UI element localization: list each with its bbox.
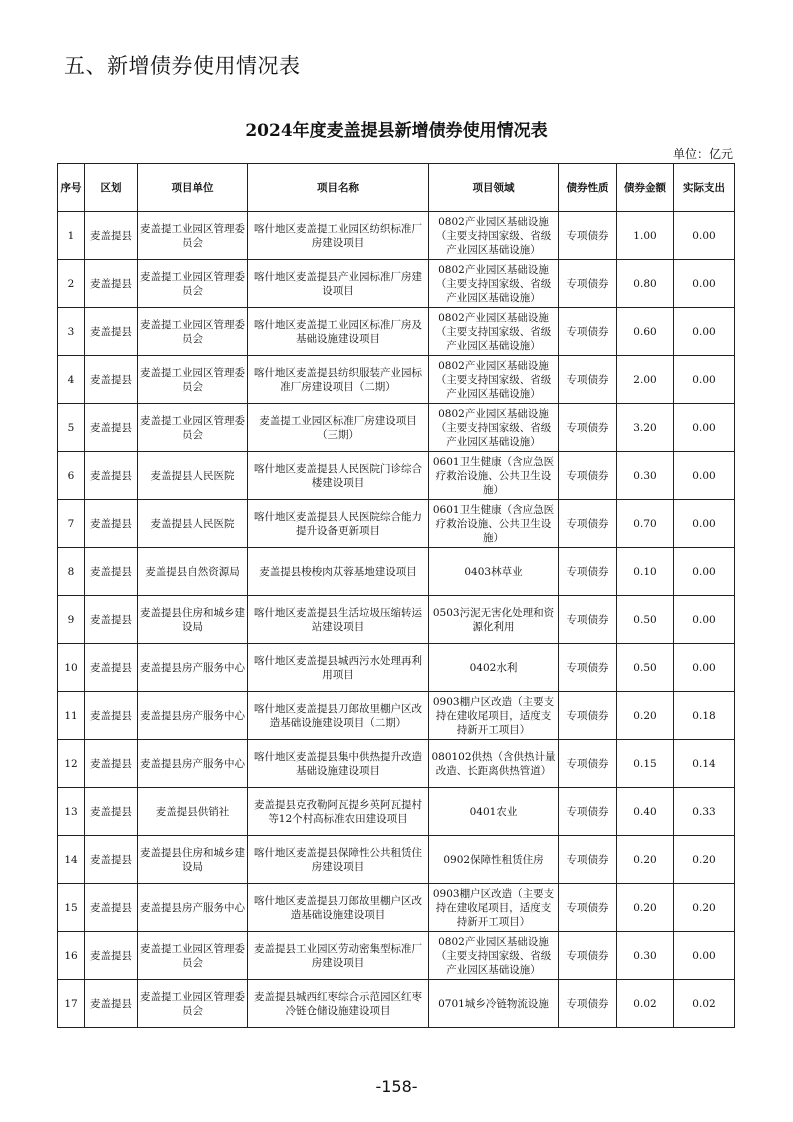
cell-amount: 0.20 (617, 884, 674, 932)
page-number: -158- (375, 1077, 418, 1096)
cell-field: 0601卫生健康（含应急医疗救治设施、公共卫生设施） (429, 452, 559, 500)
table-row (58, 500, 735, 548)
cell-bond-type: 专项债券 (559, 404, 617, 452)
cell-region: 麦盖提县 (85, 500, 138, 548)
cell-region: 麦盖提县 (85, 980, 138, 1028)
cell-field: 0802产业园区基础设施（主要支持国家级、省级产业园区基础设施） (429, 260, 559, 308)
cell-amount: 0.10 (617, 548, 674, 596)
cell-field: 0402水利 (429, 644, 559, 692)
cell-region: 麦盖提县 (85, 356, 138, 404)
cell-index: 6 (58, 452, 85, 500)
cell-unit: 麦盖提工业园区管理委员会 (138, 356, 248, 404)
cell-project-name: 喀什地区麦盖提县产业园标准厂房建设项目 (248, 260, 429, 308)
col-header-bond-type: 债券性质 (559, 164, 617, 212)
cell-actual-spend: 0.20 (674, 884, 735, 932)
cell-project-name: 喀什地区麦盖提县刀郎故里棚户区改造基础设施建设项目（二期） (248, 692, 429, 740)
cell-project-name: 喀什地区麦盖提县人民医院门诊综合楼建设项目 (248, 452, 429, 500)
cell-bond-type: 专项债券 (559, 740, 617, 788)
cell-region: 麦盖提县 (85, 884, 138, 932)
cell-field: 0701城乡冷链物流设施 (429, 980, 559, 1028)
cell-field: 0601卫生健康（含应急医疗救治设施、公共卫生设施） (429, 500, 559, 548)
cell-index: 13 (58, 788, 85, 836)
cell-actual-spend: 0.00 (674, 212, 735, 260)
cell-actual-spend: 0.00 (674, 932, 735, 980)
cell-index: 3 (58, 308, 85, 356)
cell-actual-spend: 0.00 (674, 260, 735, 308)
cell-unit: 麦盖提工业园区管理委员会 (138, 980, 248, 1028)
cell-actual-spend: 0.20 (674, 836, 735, 884)
cell-amount: 1.00 (617, 212, 674, 260)
cell-unit: 麦盖提县住房和城乡建设局 (138, 596, 248, 644)
cell-project-name: 麦盖提县工业园区劳动密集型标准厂房建设项目 (248, 932, 429, 980)
cell-actual-spend: 0.00 (674, 644, 735, 692)
cell-bond-type: 专项债券 (559, 644, 617, 692)
cell-region: 麦盖提县 (85, 308, 138, 356)
cell-amount: 3.20 (617, 404, 674, 452)
cell-bond-type: 专项债券 (559, 692, 617, 740)
cell-region: 麦盖提县 (85, 548, 138, 596)
table-row (58, 836, 735, 884)
col-header-project-name: 项目名称 (248, 164, 429, 212)
cell-region: 麦盖提县 (85, 404, 138, 452)
cell-index: 9 (58, 596, 85, 644)
cell-unit: 麦盖提工业园区管理委员会 (138, 932, 248, 980)
col-header-amount: 债券金额 (617, 164, 674, 212)
table-row (58, 980, 735, 1028)
cell-actual-spend: 0.14 (674, 740, 735, 788)
cell-bond-type: 专项债券 (559, 260, 617, 308)
table-row (58, 644, 735, 692)
cell-unit: 麦盖提县自然资源局 (138, 548, 248, 596)
header-row (58, 164, 735, 212)
cell-unit: 麦盖提县供销社 (138, 788, 248, 836)
cell-project-name: 喀什地区麦盖提县集中供热提升改造基础设施建设项目 (248, 740, 429, 788)
cell-index: 7 (58, 500, 85, 548)
cell-actual-spend: 0.00 (674, 452, 735, 500)
cell-unit: 麦盖提工业园区管理委员会 (138, 260, 248, 308)
cell-actual-spend: 0.00 (674, 356, 735, 404)
cell-region: 麦盖提县 (85, 836, 138, 884)
cell-amount: 0.02 (617, 980, 674, 1028)
cell-index: 15 (58, 884, 85, 932)
table-row (58, 788, 735, 836)
cell-project-name: 喀什地区麦盖提工业园区标准厂房及基础设施建设项目 (248, 308, 429, 356)
cell-bond-type: 专项债券 (559, 596, 617, 644)
cell-unit: 麦盖提工业园区管理委员会 (138, 308, 248, 356)
cell-amount: 0.50 (617, 596, 674, 644)
table-row (58, 308, 735, 356)
cell-index: 10 (58, 644, 85, 692)
cell-field: 0802产业园区基础设施（主要支持国家级、省级产业园区基础设施） (429, 212, 559, 260)
cell-amount: 0.20 (617, 692, 674, 740)
col-header-unit: 项目单位 (138, 164, 248, 212)
cell-field: 0403林草业 (429, 548, 559, 596)
table-row (58, 260, 735, 308)
cell-index: 4 (58, 356, 85, 404)
table-title: 2024年度麦盖提县新增债券使用情况表 (245, 121, 548, 141)
cell-actual-spend: 0.00 (674, 548, 735, 596)
cell-bond-type: 专项债券 (559, 212, 617, 260)
cell-index: 8 (58, 548, 85, 596)
cell-project-name: 喀什地区麦盖提县人民医院综合能力提升设备更新项目 (248, 500, 429, 548)
cell-actual-spend: 0.00 (674, 596, 735, 644)
cell-field: 0802产业园区基础设施（主要支持国家级、省级产业园区基础设施） (429, 308, 559, 356)
col-header-field: 项目领域 (429, 164, 559, 212)
table-row (58, 404, 735, 452)
table-row (58, 884, 735, 932)
cell-index: 5 (58, 404, 85, 452)
cell-bond-type: 专项债券 (559, 836, 617, 884)
cell-actual-spend: 0.33 (674, 788, 735, 836)
table-row (58, 692, 735, 740)
cell-index: 17 (58, 980, 85, 1028)
cell-project-name: 喀什地区麦盖提县生活垃圾压缩转运站建设项目 (248, 596, 429, 644)
cell-amount: 0.40 (617, 788, 674, 836)
cell-bond-type: 专项债券 (559, 308, 617, 356)
col-header-actual-spend: 实际支出 (674, 164, 735, 212)
cell-region: 麦盖提县 (85, 452, 138, 500)
cell-field: 0401农业 (429, 788, 559, 836)
cell-bond-type: 专项债券 (559, 788, 617, 836)
cell-project-name: 喀什地区麦盖提县纺织服装产业园标准厂房建设项目（二期） (248, 356, 429, 404)
table-row (58, 596, 735, 644)
cell-index: 14 (58, 836, 85, 884)
cell-field: 0802产业园区基础设施（主要支持国家级、省级产业园区基础设施） (429, 356, 559, 404)
cell-actual-spend: 0.02 (674, 980, 735, 1028)
cell-region: 麦盖提县 (85, 644, 138, 692)
cell-amount: 2.00 (617, 356, 674, 404)
cell-amount: 0.30 (617, 452, 674, 500)
table-row (58, 212, 735, 260)
cell-field: 0802产业园区基础设施（主要支持国家级、省级产业园区基础设施） (429, 932, 559, 980)
cell-unit: 麦盖提县房产服务中心 (138, 884, 248, 932)
table-row (58, 548, 735, 596)
cell-actual-spend: 0.18 (674, 692, 735, 740)
cell-amount: 0.50 (617, 644, 674, 692)
cell-bond-type: 专项债券 (559, 452, 617, 500)
cell-amount: 0.60 (617, 308, 674, 356)
cell-unit: 麦盖提县住房和城乡建设局 (138, 836, 248, 884)
cell-project-name: 喀什地区麦盖提县保障性公共租赁住房建设项目 (248, 836, 429, 884)
cell-amount: 0.15 (617, 740, 674, 788)
cell-region: 麦盖提县 (85, 692, 138, 740)
cell-field: 0802产业园区基础设施（主要支持国家级、省级产业园区基础设施） (429, 404, 559, 452)
cell-actual-spend: 0.00 (674, 404, 735, 452)
cell-amount: 0.20 (617, 836, 674, 884)
cell-project-name: 喀什地区麦盖提工业园区纺织标准厂房建设项目 (248, 212, 429, 260)
cell-bond-type: 专项债券 (559, 500, 617, 548)
cell-bond-type: 专项债券 (559, 884, 617, 932)
table-row (58, 932, 735, 980)
cell-unit: 麦盖提县人民医院 (138, 452, 248, 500)
cell-unit: 麦盖提县房产服务中心 (138, 644, 248, 692)
cell-index: 12 (58, 740, 85, 788)
cell-unit: 麦盖提工业园区管理委员会 (138, 212, 248, 260)
cell-region: 麦盖提县 (85, 932, 138, 980)
cell-project-name: 麦盖提工业园区标准厂房建设项目（三期） (248, 404, 429, 452)
cell-project-name: 喀什地区麦盖提县刀郎故里棚户区改造基础设施建设项目 (248, 884, 429, 932)
cell-amount: 0.70 (617, 500, 674, 548)
col-header-index: 序号 (58, 164, 85, 212)
table-row (58, 452, 735, 500)
cell-region: 麦盖提县 (85, 788, 138, 836)
col-header-region: 区划 (85, 164, 138, 212)
cell-actual-spend: 0.00 (674, 308, 735, 356)
cell-region: 麦盖提县 (85, 596, 138, 644)
unit-label: 单位：亿元 (672, 147, 733, 161)
cell-project-name: 麦盖提县克孜勒阿瓦提乡英阿瓦提村等12个村高标准农田建设项目 (248, 788, 429, 836)
cell-amount: 0.30 (617, 932, 674, 980)
cell-index: 16 (58, 932, 85, 980)
cell-region: 麦盖提县 (85, 212, 138, 260)
cell-amount: 0.80 (617, 260, 674, 308)
cell-bond-type: 专项债券 (559, 356, 617, 404)
bond-usage-table (57, 163, 735, 1028)
cell-bond-type: 专项债券 (559, 980, 617, 1028)
table-row (58, 356, 735, 404)
cell-field: 0503污泥无害化处理和资源化利用 (429, 596, 559, 644)
cell-field: 0903棚户区改造（主要支持在建收尾项目，适度支持新开工项目） (429, 692, 559, 740)
cell-unit: 麦盖提县房产服务中心 (138, 692, 248, 740)
cell-unit: 麦盖提工业园区管理委员会 (138, 404, 248, 452)
cell-bond-type: 专项债券 (559, 932, 617, 980)
cell-region: 麦盖提县 (85, 260, 138, 308)
cell-bond-type: 专项债券 (559, 548, 617, 596)
cell-index: 11 (58, 692, 85, 740)
section-title: 五、新增债券使用情况表 (64, 54, 301, 78)
cell-actual-spend: 0.00 (674, 500, 735, 548)
cell-project-name: 麦盖提县梭梭肉苁蓉基地建设项目 (248, 548, 429, 596)
cell-index: 2 (58, 260, 85, 308)
cell-region: 麦盖提县 (85, 740, 138, 788)
cell-unit: 麦盖提县房产服务中心 (138, 740, 248, 788)
cell-field: 0903棚户区改造（主要支持在建收尾项目，适度支持新开工项目） (429, 884, 559, 932)
cell-project-name: 喀什地区麦盖提县城西污水处理再利用项目 (248, 644, 429, 692)
cell-field: 0902保障性租赁住房 (429, 836, 559, 884)
cell-field: 080102供热（含供热计量改造、长距离供热管道） (429, 740, 559, 788)
cell-unit: 麦盖提县人民医院 (138, 500, 248, 548)
table-row (58, 740, 735, 788)
cell-index: 1 (58, 212, 85, 260)
cell-project-name: 麦盖提县城西红枣综合示范园区红枣冷链仓储设施建设项目 (248, 980, 429, 1028)
